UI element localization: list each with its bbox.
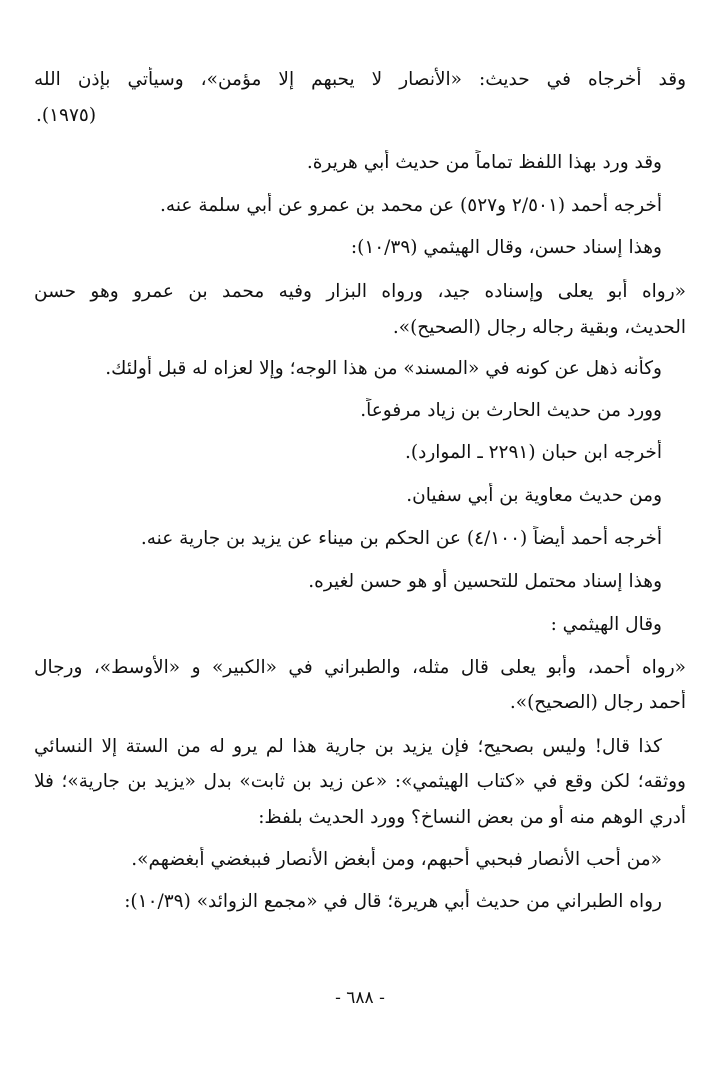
text-line: الحديث، وبقية رجاله رجال (الصحيح)». [392,317,686,338]
text-line: أخرجه أحمد أيضاً (٤/١٠٠) عن الحكم بن ميناء عن يزيد بن جارية عنه. [140,528,662,549]
text-line: ومن حديث معاوية بن أبي سفيان. [406,485,662,506]
text-line: أخرجه أحمد (٢/٥٠١ و٥٢٧) عن محمد بن عمرو عن أبي سلمة عنه. [160,195,662,216]
text-line: وقال الهيثمي : [550,614,662,635]
text-line: كذا قال! وليس بصحيح؛ فإن يزيد بن جارية هذا لم يرو له من الستة إلا النسائي [34,736,662,757]
text-line: ووثقه؛ لكن وقع في «كتاب الهيثمي»: «عن زيد بن ثابت» بدل «يزيد بن جارية»؛ فلا [34,771,686,792]
text-line: «رواه أحمد، وأبو يعلى قال مثله، والطبراني في «الكبير» و «الأوسط»، ورجال [34,657,686,678]
text-line: (١٩٧٥). [36,105,97,126]
text-line: وهذا إسناد حسن، وقال الهيثمي (١٠/٣٩): [350,237,662,258]
text-line: وهذا إسناد محتمل للتحسين أو هو حسن لغيره. [308,571,662,592]
text-line: وقد ورد بهذا اللفظ تماماً من حديث أبي هريرة. [306,152,662,173]
page-number: - ٦٨٨ - [335,988,385,1008]
text-line: رواه الطبراني من حديث أبي هريرة؛ قال في «مجمع الزوائد» (١٠/٣٩): [124,891,662,912]
text-line: «من أحب الأنصار فبحبي أحبهم، ومن أبغض الأنصار فببغضي أبغضهم». [131,849,662,870]
text-line: وقد أخرجاه في حديث: «الأنصار لا يحبهم إلا مؤمن»، وسيأتي بإذن الله [34,69,686,90]
text-line: أدري الوهم منه أو من بعض النساخ؟ وورد الحديث بلفظ: [258,807,686,828]
text-line: «رواه أبو يعلى وإسناده جيد، ورواه البزار وفيه محمد بن عمرو وهو حسن [34,281,686,302]
text-line: أحمد رجال (الصحيح)». [509,692,686,713]
text-line: وكأنه ذهل عن كونه في «المسند» من هذا الوجه؛ وإلا لعزاه له قبل أولئك. [105,358,662,379]
text-line: وورد من حديث الحارث بن زياد مرفوعاً. [360,400,662,421]
text-line: أخرجه ابن حبان (٢٢٩١ ـ الموارد). [405,442,662,463]
